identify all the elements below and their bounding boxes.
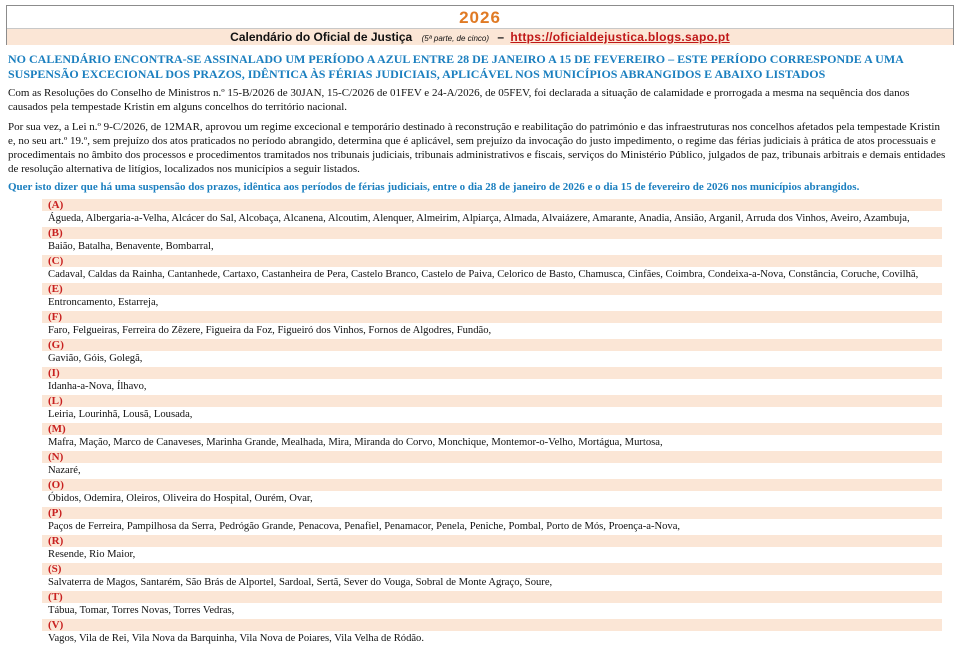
municipalities-list [42, 199, 942, 647]
notice-headline: NO CALENDÁRIO ENCONTRA-SE ASSINALADO UM PERÍODO A AZUL ENTRE 28 DE JANEIRO A 15 DE FEVEREIRO – ESTE PERÍODO CORRESPONDE A UMA SUSPENSÃO EXCECIONAL DOS PRAZOS, IDÊNTICA ÀS FÉRIAS JUDICIAIS, APLICÁVEL NOS MUNICÍPIOS ABRANGIDOS E ABAIXO LISTADOS [8, 52, 904, 81]
town-list: Paços de Ferreira, Pampilhosa da Serra, Pedrógão Grande, Penacova, Penafiel, Penamacor, Penela, Peniche, Pombal, Porto de Mós, Proença-a-Nova, [48, 521, 681, 532]
letter-header: (T) [42, 591, 942, 603]
list-item [42, 255, 942, 283]
letter-header: (C) [42, 255, 942, 267]
paragraph-resolutions: Com as Resoluções do Conselho de Ministros n.º 15-B/2026 de 30JAN, 15-C/2026 de 01FEV e 24-A/2026, de 05FEV, foi declarada a situação de calamidade e prorrogada a mesma na sequência dos danos causados pela tempestade Kristin em alguns concelhos do território nacional. [8, 87, 910, 113]
town-list: Vagos, Vila de Rei, Vila Nova da Barquinha, Vila Nova de Poiares, Vila Velha de Ródão. [48, 633, 425, 644]
page-header [6, 5, 954, 45]
list-item [42, 283, 942, 311]
town-list: Águeda, Albergaria-a-Velha, Alcácer do Sal, Alcobaça, Alcanena, Alcoutim, Alenquer, Almeirim, Alpiarça, Almada, Alvaiázere, Amarante, Anadia, Ansião, Arganil, Arruda dos Vinhos, Aveiro, Azambuja, [48, 213, 910, 224]
list-item [42, 451, 942, 479]
letter-header: (L) [42, 395, 942, 407]
blog-link[interactable]: https://oficialdejustica.blogs.sapo.pt [510, 30, 730, 44]
town-list: Leiria, Lourinhã, Lousã, Lousada, [48, 409, 193, 420]
letter-header: (R) [42, 535, 942, 547]
list-item [42, 367, 942, 395]
paragraph-law: Por sua vez, a Lei n.º 9-C/2026, de 12MAR, aprovou um regime excecional e temporário destinado à reconstrução e reabilitação do património e das infraestruturas nos concelhos afetados pela tempestade Kristin e, no seu art.º 19.º, sem prejuízo dos atos praticados no período abrangido, determina que é aplicável, sem prejuízo da invocação do justo impedimento, o regime das férias judiciais à prática de atos processuais e procedimentais no âmbito dos processos e procedimentos tramitados nos tribunais judiciais, tribunais administrativos e fiscais, serviços do Ministério Público, julgados de paz, tribunais arbitrais e demais entidades de resolução alternativa de litígios, localizados nos municípios a seguir listados. [8, 121, 946, 175]
town-list: Óbidos, Odemira, Oleiros, Oliveira do Hospital, Ourém, Ovar, [48, 493, 313, 504]
list-item [42, 339, 942, 367]
list-item [42, 591, 942, 619]
letter-header: (I) [42, 367, 942, 379]
town-list: Nazaré, [48, 465, 81, 476]
suspension-summary: Quer isto dizer que há uma suspensão dos prazos, idêntica aos períodos de férias judiciais, entre o dia 28 de janeiro de 2026 e o dia 15 de fevereiro de 2026 nos municípios abrangidos. [8, 181, 860, 193]
list-item [42, 507, 942, 535]
letter-header: (M) [42, 423, 942, 435]
town-list: Resende, Rio Maior, [48, 549, 136, 560]
letter-header: (P) [42, 507, 942, 519]
letter-header: (N) [42, 451, 942, 463]
letter-header: (F) [42, 311, 942, 323]
town-list: Mafra, Mação, Marco de Canaveses, Marinha Grande, Mealhada, Mira, Miranda do Corvo, Monchique, Montemor-o-Velho, Mortágua, Murtosa, [48, 437, 663, 448]
calendar-title: Calendário do Oficial de Justiça [230, 30, 413, 44]
list-item [42, 619, 942, 647]
letter-header: (B) [42, 227, 942, 239]
town-list: Faro, Felgueiras, Ferreira do Zêzere, Figueira da Foz, Figueiró dos Vinhos, Fornos de Algodres, Fundão, [48, 325, 492, 336]
list-item [42, 311, 942, 339]
letter-header: (O) [42, 479, 942, 491]
list-item [42, 395, 942, 423]
list-item [42, 535, 942, 563]
list-item [42, 563, 942, 591]
list-item [42, 199, 942, 227]
part-label: (5ª parte, de cinco) [421, 34, 490, 43]
letter-header: (E) [42, 283, 942, 295]
list-item [42, 479, 942, 507]
header-subtitle-bar [7, 28, 953, 45]
year-title: 2026 [459, 8, 501, 27]
town-list: Cadaval, Caldas da Rainha, Cantanhede, Cartaxo, Castanheira de Pera, Castelo Branco, Castelo de Paiva, Celorico de Basto, Chamusca, Cinfães, Coimbra, Condeixa-a-Nova, Constância, Coruche, Covilhã, [48, 269, 919, 280]
town-list: Tábua, Tomar, Torres Novas, Torres Vedras, [48, 605, 235, 616]
town-list: Entroncamento, Estarreja, [48, 297, 159, 308]
town-list: Baião, Batalha, Benavente, Bombarral, [48, 241, 214, 252]
title-separator: – [497, 30, 505, 44]
list-item [42, 423, 942, 451]
town-list: Idanha-a-Nova, Ílhavo, [48, 381, 147, 392]
letter-header: (V) [42, 619, 942, 631]
letter-header: (A) [42, 199, 942, 211]
letter-header: (G) [42, 339, 942, 351]
list-item [42, 227, 942, 255]
town-list: Salvaterra de Magos, Santarém, São Brás de Alportel, Sardoal, Sertã, Sever do Vouga, Sobral de Monte Agraço, Soure, [48, 577, 553, 588]
letter-header: (S) [42, 563, 942, 575]
town-list: Gavião, Góis, Golegã, [48, 353, 143, 364]
